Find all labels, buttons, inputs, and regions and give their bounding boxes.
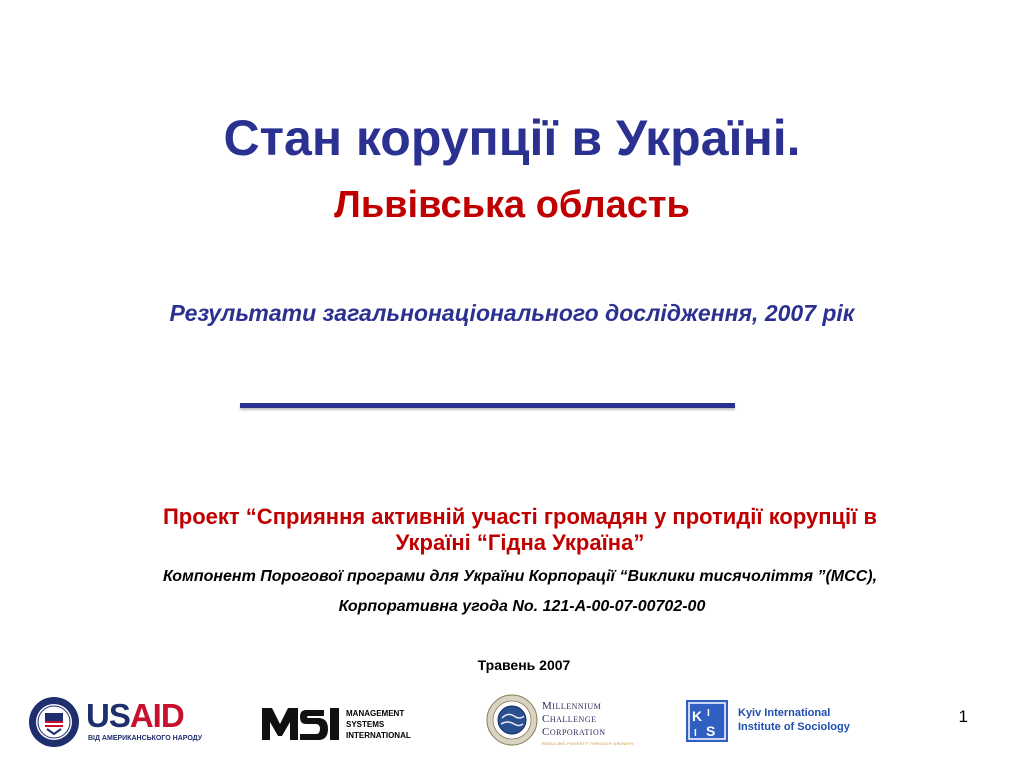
project-title-line-2: Україні “Гідна Україна” — [395, 530, 645, 555]
results-heading: Результати загальнонаціонального дослідження, 2007 рік — [169, 300, 855, 326]
svg-text:S: S — [706, 723, 716, 739]
kiis-text-line-2: Institute of Sociology — [738, 721, 850, 733]
slide-title: Стан корупції в Україні. — [223, 110, 801, 166]
svg-text:I: I — [694, 728, 697, 739]
msi-text-line-2: SYSTEMS — [346, 720, 385, 729]
mcc-logo — [486, 694, 656, 750]
usaid-seal-icon — [28, 696, 80, 748]
slide-subtitle: Львівська область — [334, 184, 690, 226]
mcc-tagline: REDUCING POVERTY THROUGH GROWTH — [542, 741, 634, 746]
usaid-logo — [28, 694, 208, 750]
usaid-wordmark-us: US — [86, 697, 130, 734]
mcc-name — [542, 700, 606, 739]
usaid-wordmark-aid: AID — [129, 697, 184, 734]
mcc-name-line-3: Corporation — [542, 726, 606, 738]
msi-text-line-3: INTERNATIONAL — [346, 731, 411, 740]
mcc-name-line-1: Millennium — [542, 700, 602, 712]
project-title — [50, 504, 990, 556]
page-number: 1 — [958, 707, 968, 726]
svg-text:K: K — [692, 708, 703, 724]
usaid-tagline: ВІД АМЕРИКАНСЬКОГО НАРОДУ — [88, 735, 203, 742]
kiis-logo-icon — [686, 700, 728, 742]
date-text: Травень 2007 — [477, 657, 571, 673]
divider-line — [240, 403, 735, 408]
usaid-wordmark — [86, 698, 184, 734]
mcc-seal-icon — [486, 694, 538, 746]
msi-logo-icon — [262, 704, 342, 742]
component-text: Компонент Порогової програми для України Корпорації “Виклики тисячоліття ”(MCC), — [162, 568, 878, 585]
svg-text:I: I — [707, 708, 710, 719]
msi-text-line-1: MANAGEMENT — [346, 709, 405, 718]
agreement-text: Корпоративна угода No. 121-A-00-07-00702-00 — [338, 598, 706, 615]
project-title-line-1: Проект “Сприяння активній участі громадян у протидії корупції в — [162, 504, 877, 529]
msi-logo — [262, 704, 432, 744]
kiis-logo — [686, 700, 866, 746]
msi-text — [346, 708, 411, 741]
kiis-text-line-1: Kyiv International — [738, 707, 831, 719]
kiis-text — [738, 706, 850, 734]
mcc-name-line-2: Challenge — [542, 713, 597, 725]
